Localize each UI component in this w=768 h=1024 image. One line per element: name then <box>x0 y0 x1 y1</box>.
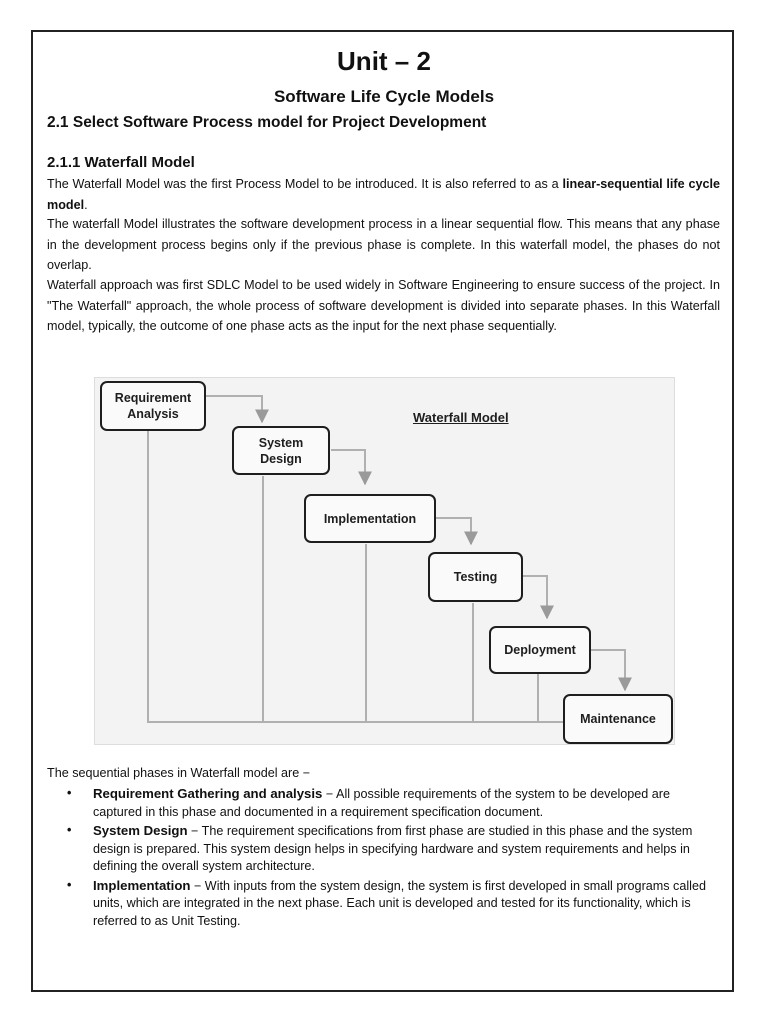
paragraph-approach: Waterfall approach was first SDLC Model to be used widely in Software Engineering to ensure success of the project. In "The Waterfall" approach, the whole process of software development is divided into separate phases. In this Waterfall model, typically, the outcome of one phase acts as the input for the next phase sequentially. <box>47 278 720 333</box>
item-term: Implementation <box>93 877 191 893</box>
unit-title: Unit – 2 <box>337 46 431 76</box>
item-term: System Design <box>93 823 188 838</box>
bullet-icon: • <box>67 877 72 892</box>
paragraph-intro <box>47 174 720 215</box>
diagram-title: Waterfall Model <box>413 410 509 425</box>
phase-deployment: Deployment <box>489 626 591 674</box>
list-item-system-design <box>67 822 722 876</box>
section-heading: 2.1 Select Software Process model for Project Development <box>47 114 487 131</box>
phase-requirement-analysis: Requirement Analysis <box>100 381 206 431</box>
phase-maintenance: Maintenance <box>563 694 673 744</box>
diagram-connectors <box>95 378 676 746</box>
subsection-heading: 2.1.1 Waterfall Model <box>47 154 195 171</box>
list-item-requirements <box>67 785 722 821</box>
linear-sequential-term: linear-sequential life cycle model <box>47 177 720 212</box>
item-text: − With inputs from the system design, the system is first developed in small programs called units, which are integrated in the next phase. Each unit is developed and tested for its functionality, which is referred to as Unit Testing. <box>93 878 706 928</box>
arrow-impl-to-test <box>436 518 471 544</box>
phase-system-design: System Design <box>232 426 330 475</box>
paragraph-intro-end: . <box>84 197 88 212</box>
bullet-icon: • <box>67 823 72 837</box>
arrow-req-to-design <box>206 396 262 422</box>
arrow-test-to-deploy <box>523 576 547 618</box>
phase-implementation: Implementation <box>304 494 436 543</box>
paragraph-intro-text: The Waterfall Model was the first Process Model to be introduced. It is also referred to as a <box>47 177 563 191</box>
arrow-deploy-to-maint <box>591 650 625 690</box>
chapter-subtitle: Software Life Cycle Models <box>273 87 495 106</box>
bullet-icon: • <box>67 786 72 800</box>
waterfall-diagram <box>94 377 675 745</box>
phases-intro: The sequential phases in Waterfall model are − <box>47 766 311 780</box>
phase-testing: Testing <box>428 552 523 602</box>
list-item-implementation <box>67 877 722 931</box>
arrow-design-to-impl <box>331 450 365 484</box>
item-term: Requirement Gathering and analysis <box>93 786 323 801</box>
phases-list <box>67 785 722 931</box>
item-text: − The requirement specifications from first phase are studied in this phase and the system design is prepared. This system design helps in specifying hardware and system requirements and helps in defining the overall system architecture. <box>93 824 693 873</box>
paragraph-flow: The waterfall Model illustrates the software development process in a linear sequential flow. This means that any phase in the development process begins only if the previous phase is complete. In this waterfall model, the phases do not overlap. <box>47 217 720 272</box>
item-text: − All possible requirements of the system to be developed are captured in this phase and documented in a requirement specification document. <box>93 787 670 819</box>
